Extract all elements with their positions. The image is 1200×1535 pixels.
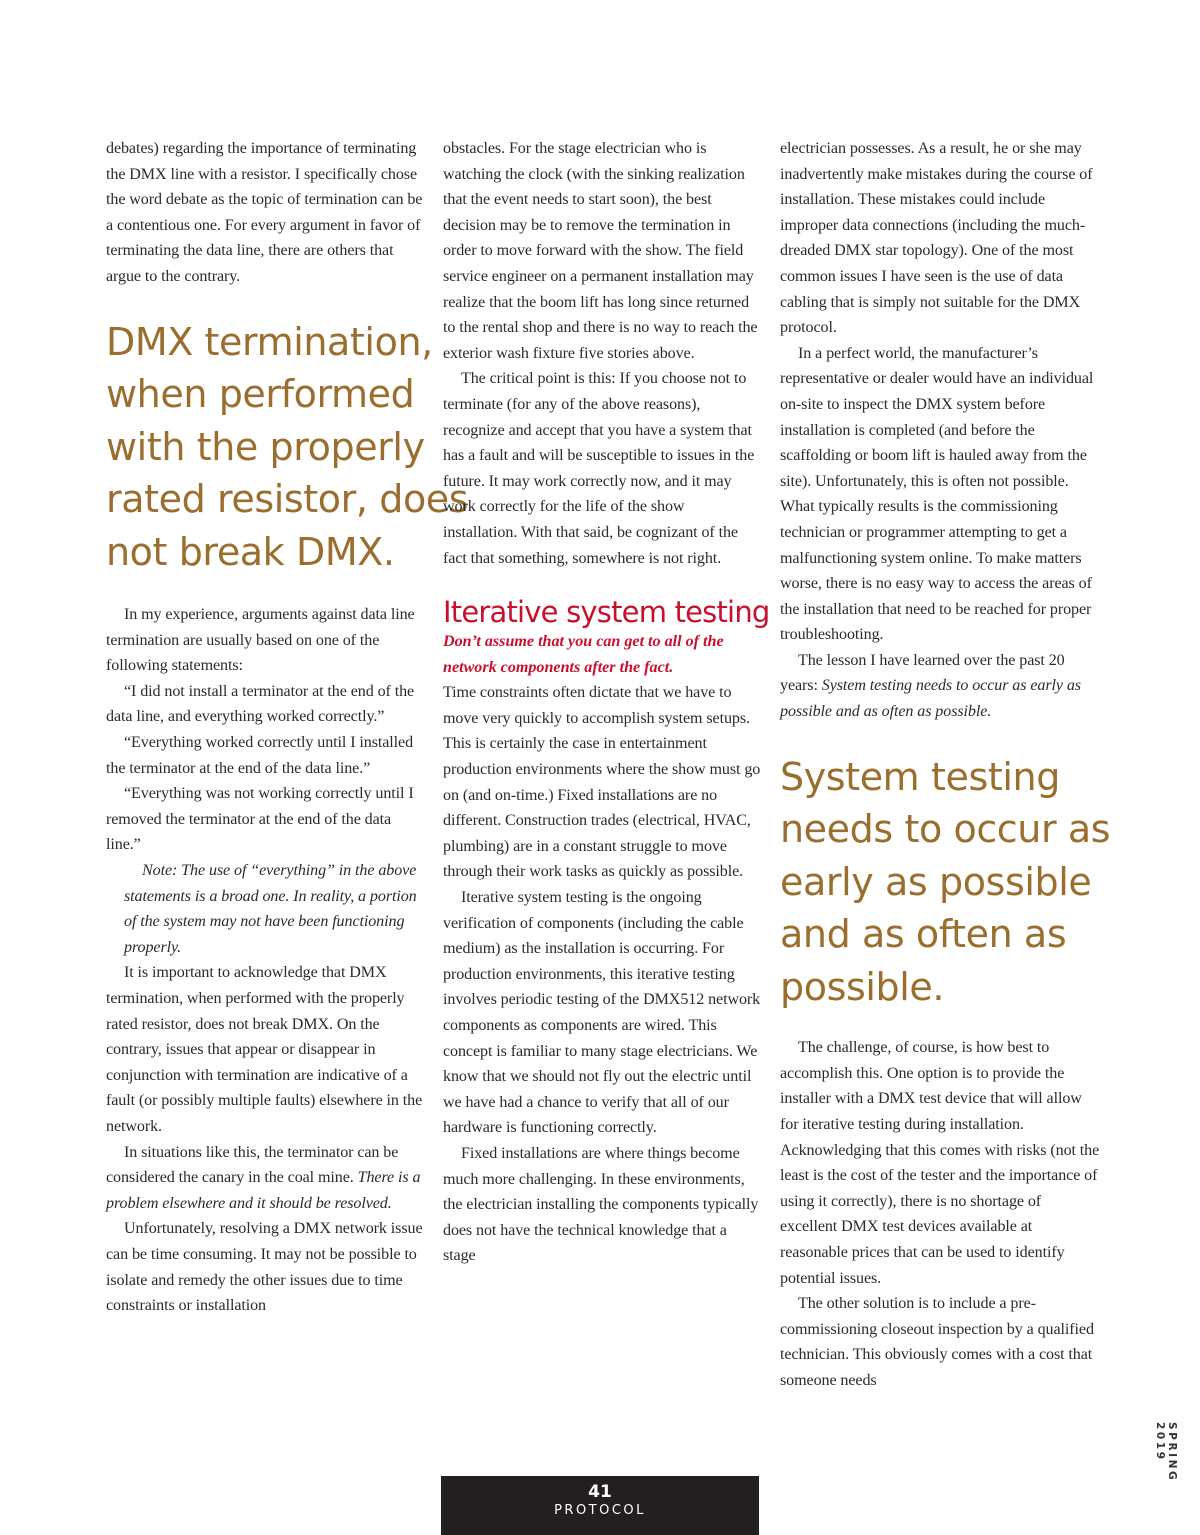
body-text: In situations like this, the terminator can be considered the canary in the coal mine. xyxy=(106,1143,399,1187)
body-paragraph: In a perfect world, the manufacturer’s representative or dealer would have an individual on-site to inspect the DMX system before installation is completed (and before the scaffolding or boom lift is hauled away from the site). Unfortunately, this is often not possible. What typically results is the commissioning technician or programmer attempting to get a malfunctioning system online. To make matters worse, there is no easy way to access the areas of the installation that need to be reached for proper troubleshooting. xyxy=(780,344,1094,644)
body-paragraph xyxy=(106,1140,424,1217)
section-deck: Don’t assume that you can get to all of the network components after the fact. xyxy=(443,633,724,676)
body-paragraph: electrician possesses. As a result, he or she may inadvertently make mistakes during the course of installation. These mistakes could include improper data connections (including the much-dreaded DMX star topology). One of the most common issues I have seen is the use of data cabling that is simply not suitable for the DMX protocol. xyxy=(780,140,1093,337)
body-paragraph: Iterative system testing is the ongoing verification of components (including the cable medium) as the installation is occurring. For production environments, this iterative testing involves periodic testing of the DMX512 network components as components are wired. This concept is familiar to many stage electricians. We know that we should not fly out the electric until we have had a chance to verify that all of our hardware is functioning correctly. xyxy=(443,889,761,1137)
column-2 xyxy=(443,136,770,1269)
quote-paragraph: “I did not install a terminator at the end of the data line, and everything worked correctly.” xyxy=(106,682,415,726)
emphasis-text: There is a problem elsewhere and it should be resolved. xyxy=(106,1169,421,1212)
pull-quote-line: System testing xyxy=(780,754,1060,799)
section-heading: Iterative system testing xyxy=(443,595,770,630)
pull-quote-line: needs to occur as xyxy=(780,807,1111,852)
body-paragraph: The other solution is to include a pre-commissioning closeout inspection by a qualified technician. This obviously comes with a cost that someone needs xyxy=(780,1295,1094,1389)
page-footer xyxy=(441,1476,759,1535)
issue-label: SPRING 2019 xyxy=(1154,1422,1178,1483)
body-paragraph: obstacles. For the stage electrician who is watching the clock (with the sinking realization that the event needs to start soon), the best decision may be to remove the termination in order to move forward with the show. The field service engineer on a permanent installation may realize that the boom lift has long since returned to the rental shop and there is no way to reach the exterior wash fixture five stories above. xyxy=(443,140,758,362)
body-paragraph: The critical point is this: If you choose not to terminate (for any of the above reasons), recognize and accept that you have a system that has a fault and will be susceptible to issues in the future. It may work correctly now, and it may work correctly for the life of the show installation. With that said, be cognizant of the fact that something, somewhere is not right. xyxy=(443,370,755,567)
pull-quote-line: not break DMX. xyxy=(106,529,395,574)
quote-paragraph: “Everything was not working correctly until I removed the terminator at the end of the data line.” xyxy=(106,785,414,854)
body-paragraph: Fixed installations are where things become much more challenging. In these environments, the electrician installing the components typically does not have the technical knowledge that a stage xyxy=(443,1144,759,1265)
body-paragraph: The challenge, of course, is how best to accomplish this. One option is to provide the installer with a DMX test device that will allow for iterative testing during installation. Acknowledging that this comes with risks (not the least is the cost of the tester and the importance of using it correctly), there is no shortage of excellent DMX test devices available at reasonable prices that can be used to identify potential issues. xyxy=(780,1039,1100,1287)
body-text: The lesson I have learned over the past 20 years: xyxy=(780,651,1065,695)
column-3 xyxy=(780,136,1111,1393)
column-1 xyxy=(106,136,469,1319)
pull-quote-line: when performed xyxy=(106,372,415,417)
emphasis-text: System testing needs to occur as early as possible and as often as possible. xyxy=(780,677,1081,721)
body-paragraph xyxy=(780,648,1102,725)
body-paragraph: Unfortunately, resolving a DMX network issue can be time consuming. It may not be possible to isolate and remedy the other issues due to time constraints or installation xyxy=(106,1220,423,1315)
body-paragraph: It is important to acknowledge that DMX termination, when performed with the properly rated resistor, does not break DMX. On the contrary, issues that appear or disappear in conjunction with termination are indicative of a fault (or possibly multiple faults) elsewhere in the network. xyxy=(106,964,423,1135)
pull-quote xyxy=(780,751,1111,1014)
note-paragraph: Note: The use of “everything” in the above statements is a broad one. In reality, a portion of the system may not have been functioning properly. xyxy=(124,862,417,956)
body-paragraph: Time constraints often dictate that we have to move very quickly to accomplish system setups. This is certainly the case in entertainment production environments where the show must go on (and on-time.) Fixed installations are no different. Construction trades (electrical, HVAC, plumbing) are in a constant struggle to move through their work tasks as quickly as possible. xyxy=(443,684,761,881)
pull-quote xyxy=(106,316,469,579)
magazine-name: PROTOCOL xyxy=(554,1503,646,1518)
pull-quote-line: with the properly xyxy=(106,424,425,469)
pull-quote-line: possible. xyxy=(780,964,945,1009)
pull-quote-line: and as often as xyxy=(780,912,1067,957)
pull-quote-line: rated resistor, does xyxy=(106,477,469,522)
page-number: 41 xyxy=(588,1482,612,1502)
quote-paragraph: “Everything worked correctly until I installed the terminator at the end of the data line.” xyxy=(106,734,414,777)
body-paragraph: debates) regarding the importance of terminating the DMX line with a resistor. I specifically chose the word debate as the topic of termination can be a contentious one. For every argument in favor of terminating the data line, there are others that argue to the contrary. xyxy=(106,140,423,285)
pull-quote-line: early as possible xyxy=(780,859,1092,904)
body-paragraph: In my experience, arguments against data line termination are usually based on one of the following statements: xyxy=(106,606,415,675)
pull-quote-line: DMX termination, xyxy=(106,319,433,364)
